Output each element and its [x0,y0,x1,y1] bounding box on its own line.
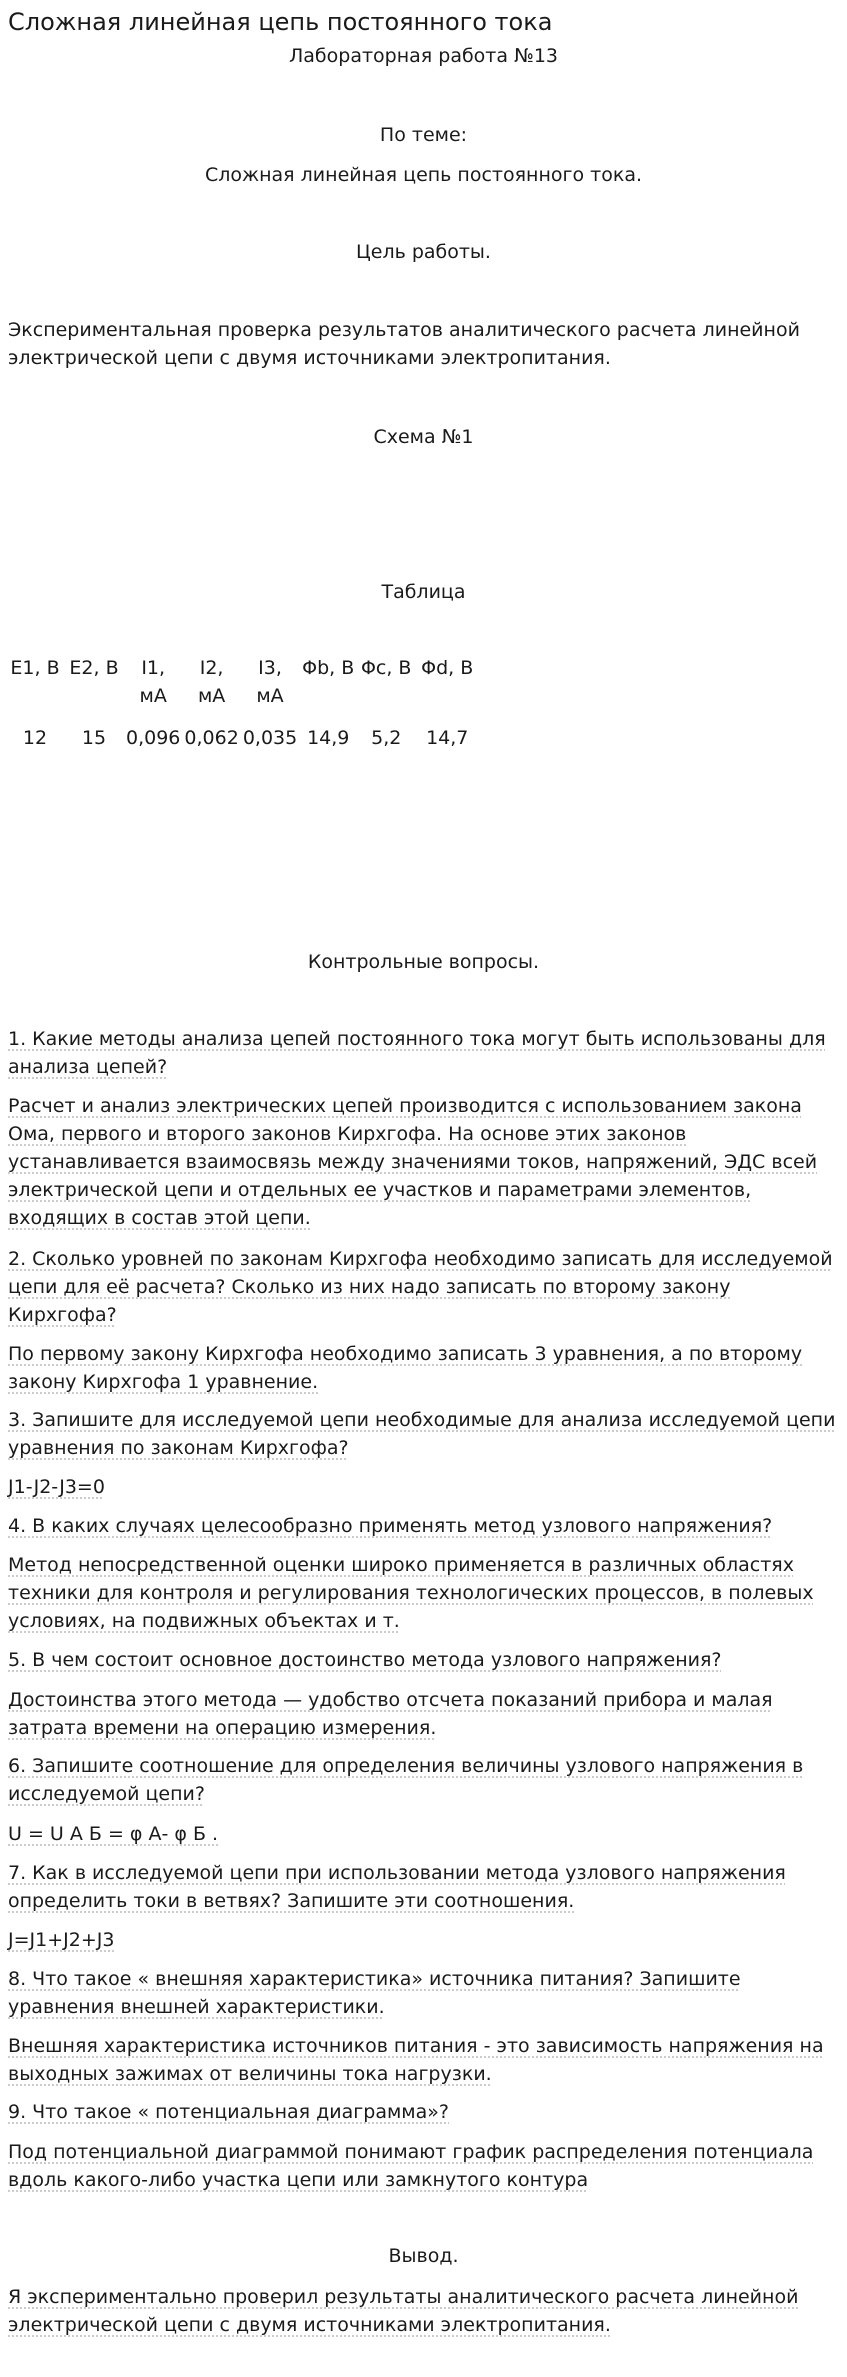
table-cell: 15 [81,727,107,749]
table-header-cell: I3, мА [256,657,284,707]
table-cell: 14,9 [307,727,350,749]
table-heading: Таблица [381,581,466,603]
question-8: 8. Что такое « внешняя характеристика» источника питания? Запишите уравнения внешней характеристики. [8,1968,741,2018]
table-header-cell: Φd, В [421,657,474,679]
table-header-row [6,650,479,724]
topic-label: По теме: [379,124,468,146]
question-3: 3. Запишите для исследуемой цепи необходимые для анализа исследуемой цепи уравнения по законам Кирхгофа? [8,1409,836,1459]
table-header-cell: Φb, В [302,657,355,679]
answer-1: Расчет и анализ электрических цепей производится с использованием закона Ома, первого и второго законов Кирхгофа. На основе этих законов устанавливается взаимосвязь между значениями токов, напряжений, ЭДС всей электрической цепи и отдельных ее участков и параметрами элементов, входящих в состав этой цепи. [8,1095,818,1229]
question-7: 7. Как в исследуемой цепи при использовании метода узлового напряжения определить токи в ветвях? Запишите эти соотношения. [8,1862,786,1912]
answer-2: По первому закону Кирхгофа необходимо записать 3 уравнения, а по второму закону Кирхгофа 1 уравнение. [8,1343,803,1393]
table-cell: 12 [22,727,48,749]
answer-8: Внешняя характеристика источников питания - это зависимость напряжения на выходных зажимах от величины тока нагрузки. [8,2035,824,2085]
lab-number: Лабораторная работа №13 [289,45,558,67]
question-9: 9. Что такое « потенциальная диаграмма»? [8,2101,449,2123]
question-4: 4. В каких случаях целесообразно применять метод узлового напряжения? [8,1515,773,1537]
document-title: Сложная линейная цепь постоянного тока [8,8,553,36]
table-header-cell: E1, В [10,657,60,679]
measurements-table [6,650,479,752]
conclusion-heading: Вывод. [388,2245,459,2267]
question-2: 2. Сколько уровней по законам Кирхгофа необходимо записать для исследуемой цепи для её расчета? Сколько из них надо записать по второму закону Кирхгофа? [8,1248,833,1326]
table-cell: 0,096 [126,727,181,749]
answer-5: Достоинства этого метода — удобство отсчета показаний прибора и малая затрата времени на операцию измерения. [8,1689,773,1739]
conclusion-text: Я экспериментально проверил результаты аналитического расчета линейной электрической цепи с двумя источниками электропитания. [8,2286,799,2336]
goal-text: Экспериментальная проверка результатов аналитического расчета линейной электрической цепи с двумя источниками электропитания. [8,319,800,369]
answer-3: J1-J2-J3=0 [8,1476,105,1498]
table-header-cell: E2, В [69,657,119,679]
questions-heading: Контрольные вопросы. [307,951,540,973]
table-header-cell: I1, мА [139,657,167,707]
table-header-cell: I2, мА [197,657,226,707]
answer-7: J=J1+J2+J3 [8,1929,115,1951]
goal-heading: Цель работы. [356,241,491,263]
question-1: 1. Какие методы анализа цепей постоянного тока могут быть использованы для анализа цепей? [8,1028,826,1078]
question-5: 5. В чем состоит основное достоинство метода узлового напряжения? [8,1649,722,1671]
table-header-cell: Φc, В [360,657,412,679]
table-cell: 5,2 [371,727,402,749]
scheme-heading: Схема №1 [373,426,474,448]
table-cell: 0,035 [242,727,298,749]
answer-4: Метод непосредственной оценки широко применяется в различных областях техники для контроля и регулирования технологических процессов, в полевых условиях, на подвижных объектах и т. [8,1554,814,1632]
answer-9: Под потенциальной диаграммой понимают график распределения потенциала вдоль какого-либо участка цепи или замкнутого контура [8,2141,814,2191]
topic-text: Сложная линейная цепь постоянного тока. [204,164,643,186]
table-cell: 0,062 [184,727,239,749]
table-cell: 14,7 [426,727,469,749]
answer-6: U = U А Б = φ А- φ Б . [8,1823,219,1845]
question-6: 6. Запишите соотношение для определения величины узлового напряжения в исследуемой цепи? [8,1755,804,1805]
table-row [6,724,479,752]
